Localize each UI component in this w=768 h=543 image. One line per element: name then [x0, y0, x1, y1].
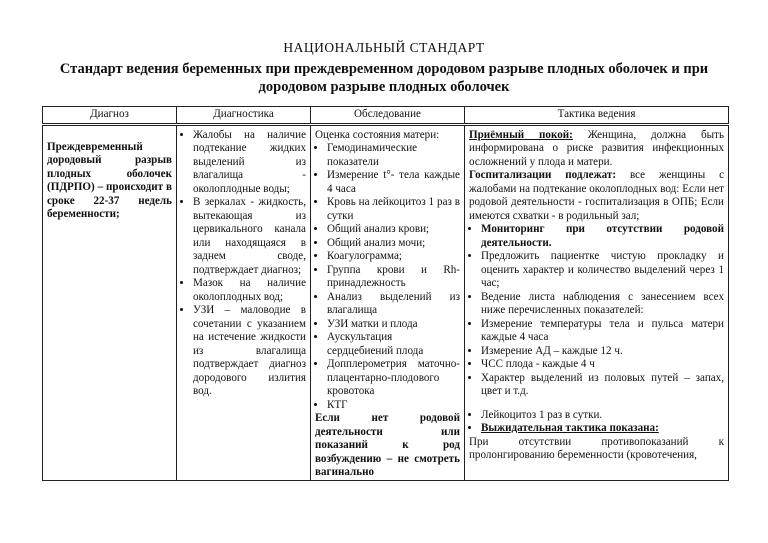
list-item: • УЗИ матки и плода: [327, 318, 460, 332]
list-item: • Характер выделений из половых путей – запах, цвет и т.д.: [481, 372, 724, 399]
exam-note: Если нет родовой деятельности или показаний к род возбуждению – не смотреть вагинально: [315, 412, 460, 478]
list-item: • Общий анализ мочи;: [327, 237, 460, 251]
list-item: • Анализ выделений из влагалища: [327, 291, 460, 318]
table-header-row: [43, 107, 729, 125]
hospitalization-label: Госпитализации подлежат:: [469, 169, 617, 181]
list-item: • Группа крови и Rh-принадлежность: [327, 264, 460, 291]
column-header-tactics: Тактика ведения: [465, 107, 729, 125]
tactics-hospitalization: [469, 169, 724, 223]
hospitalization-text: все женщины с жалобами на подтекание околоплодных вод: Если нет родовой деятельности - госпитализация в ОПБ; Если имеются схватки - в родильный зал;: [469, 169, 724, 222]
monitoring-label: • Мониторинг при отсутствии родовой деятельности.: [481, 223, 724, 250]
column-header-diagnostics: Диагностика: [177, 107, 311, 125]
admission-text: Женщина, должна быть информирована о риске развития инфекционных осложнений у плода и матери.: [469, 128, 725, 168]
document-title: [20, 60, 748, 96]
column-header-diagnosis: Диагноз: [43, 107, 177, 125]
tactics-list-2: [469, 409, 724, 436]
list-item: • УЗИ – маловодие в сочетании с указанием на истечение жидкости из влагалища подтверждает диагноз дородового излития вод.: [193, 304, 306, 399]
list-item: • Измерение температуры тела и пульса матери каждые 4 часа: [481, 318, 724, 345]
examination-cell: [311, 124, 465, 480]
list-item: • Гемодинамические показатели: [327, 142, 460, 169]
exam-list: [315, 142, 460, 412]
list-item: • Кровь на лейкоцитоз 1 раз в сутки: [327, 196, 460, 223]
list-item: • Допплерометрия маточно-плацентарно-плодового кровотока: [327, 358, 460, 399]
list-item: • Коагулограмма;: [327, 250, 460, 264]
list-item: • Измерение АД – каждые 12 ч.: [481, 345, 724, 359]
table-row: [43, 124, 729, 480]
wait-tactic-text: При отсутствии противопоказаний к пролонгированию беременности (кровотечения,: [469, 435, 724, 461]
tactics-cell: [465, 124, 729, 480]
list-item: • В зеркалах - жидкость, вытекающая из цервикального канала или находящаяся в заднем своде, подтверждает диагноз;: [193, 196, 306, 277]
list-item: • Мазок на наличие околоплодных вод;: [193, 277, 306, 304]
spacer: [469, 399, 724, 409]
list-item: • Общий анализ крови;: [327, 223, 460, 237]
list-item: • Жалобы на наличие подтекание жидких выделений из влагалища - околоплодные воды;: [193, 129, 306, 197]
admission-label: Приёмный покой:: [469, 128, 573, 141]
list-item: • Предложить пациентке чистую прокладку и оценить характер и количество выделений через 1 час;: [481, 250, 724, 291]
diagnostics-cell: [177, 124, 311, 480]
list-item: • Ведение листа наблюдения с занесением всех ниже перечисленных показателей:: [481, 291, 724, 318]
tactics-list: [469, 223, 724, 399]
diagnosis-cell: [43, 124, 177, 480]
title-line-2: дородовом разрыве плодных оболочек: [258, 79, 510, 95]
exam-intro: Оценка состояния матери:: [315, 128, 440, 141]
list-item: • Аускультация сердцебиений плода: [327, 331, 460, 358]
column-header-examination: Обследование: [311, 107, 465, 125]
diagnosis-text: Преждевременный дородовый разрыв плодных оболочек (ПДРПО) – происходит в сроке 22-37 недель беременности;: [47, 140, 172, 220]
page-heading: НАЦИОНАЛЬНЫЙ СТАНДАРТ: [283, 40, 485, 55]
tactics-admission: [469, 129, 724, 170]
list-item: • Лейкоцитоз 1 раз в сутки.: [481, 409, 724, 423]
list-item: • Измерение t°- тела каждые 4 часа: [327, 169, 460, 196]
diagnostics-list: [181, 129, 306, 399]
title-line-1: Стандарт ведения беременных при преждевременном дородовом разрыве плодных оболочек и при: [59, 61, 709, 77]
standard-table: [42, 106, 729, 481]
list-item: • ЧСС плода - каждые 4 ч: [481, 358, 724, 372]
wait-tactic-label: • Выжидательная тактика показана:: [481, 422, 724, 436]
list-item: • КТГ: [327, 399, 460, 413]
